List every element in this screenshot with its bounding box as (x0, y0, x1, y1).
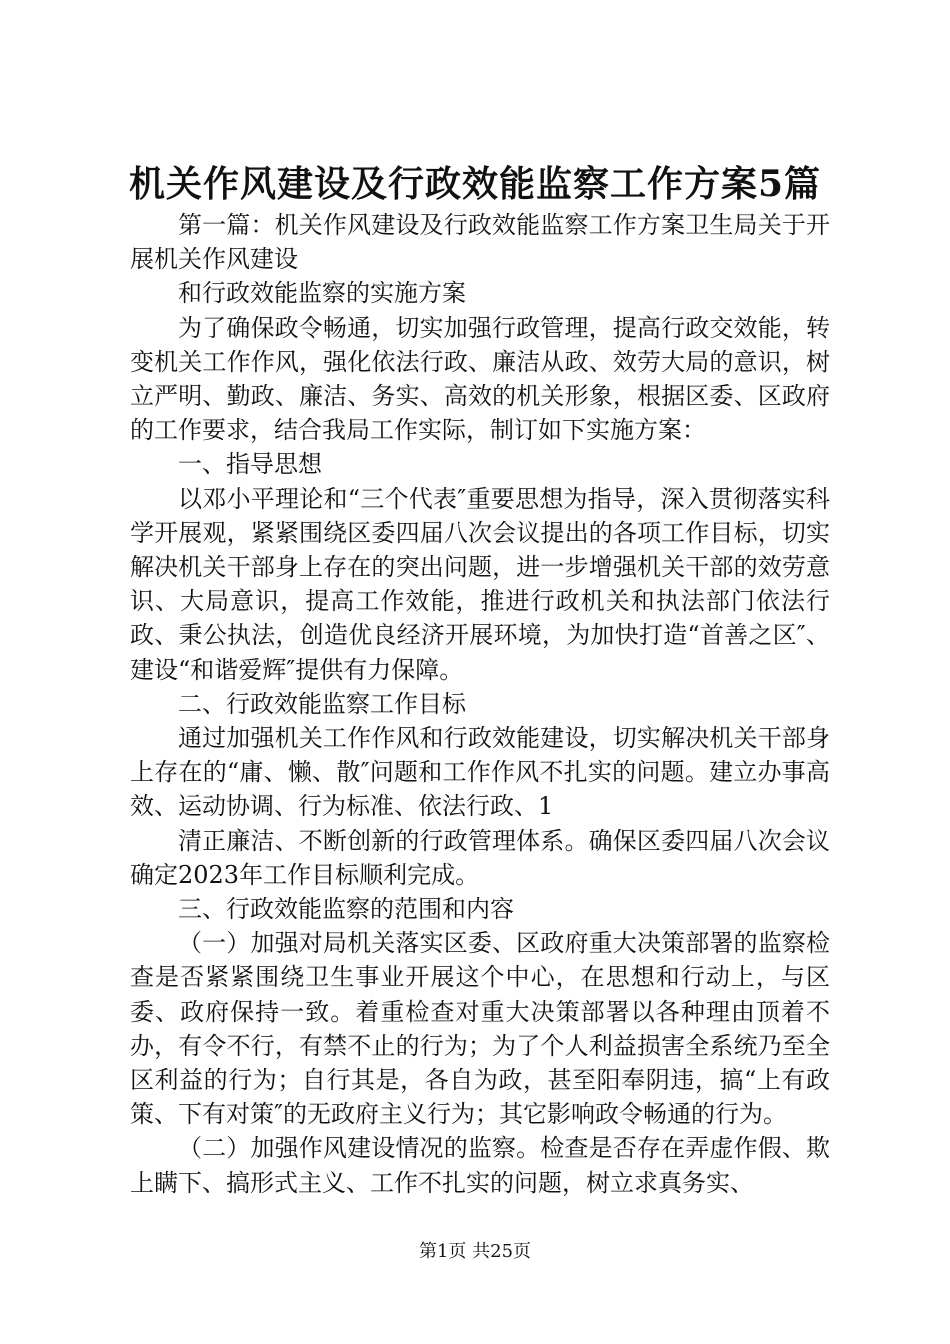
paragraph: （二）加强作风建设情况的监察。检查是否存在弄虚作假、欺上瞒下、搞形式主义、工作不扎实的问题，树立求真务实、 (130, 1134, 830, 1197)
document-title: 机关作风建设及行政效能监察工作方案5篇 (128, 163, 822, 205)
paragraph: 为了确保政令畅通，切实加强行政管理，提高行政交效能，转变机关工作作风，强化依法行政、廉洁从政、效劳大局的意识，树立严明、勤政、廉洁、务实、高效的机关形象，根据区委、区政府的工作要求，结合我局工作实际，制订如下实施方案： (130, 313, 830, 445)
paragraph: 第一篇：机关作风建设及行政效能监察工作方案卫生局关于开展机关作风建设 (130, 211, 830, 274)
paragraph: 通过加强机关工作作风和行政效能建设，切实解决机关干部身上存在的“庸、懒、散″问题和工作作风不扎实的问题。建立办事高效、运动协调、行为标准、依法行政、1 (130, 724, 830, 821)
paragraph: 以邓小平理论和“三个代表″重要思想为指导，深入贯彻落实科学开展观，紧紧围绕区委四届八次会议提出的各项工作目标，切实解决机关干部身上存在的突出问题，进一步增强机关干部的效劳意识、大局意识，提高工作效能，推进行政机关和执法部门依法行政、秉公执法，创造优良经济开展环境，为加快打造“首善之区″、建设“和谐爱辉″提供有力保障。 (130, 484, 830, 684)
section-heading: 三、行政效能监察的范围和内容 (178, 895, 514, 924)
section-heading: 二、行政效能监察工作目标 (178, 689, 466, 718)
section-heading: 一、指导思想 (178, 450, 322, 479)
paragraph: 清正廉洁、不断创新的行政管理体系。确保区委四届八次会议确定2023年工作目标顺利完成。 (130, 826, 830, 889)
paragraph: （一）加强对局机关落实区委、区政府重大决策部署的监察检查是否紧紧围绕卫生事业开展这个中心，在思想和行动上，与区委、政府保持一致。着重检查对重大决策部署以各种理由顶着不办，有令不行，有禁不止的行为；为了个人利益损害全系统乃至全区利益的行为；自行其是，各自为政，甚至阳奉阴违，搞“上有政策、下有对策″的无政府主义行为；其它影响政令畅通的行为。 (130, 929, 830, 1129)
paragraph: 和行政效能监察的实施方案 (178, 279, 466, 308)
page-footer: 第1页 共25页 (418, 1241, 532, 1262)
document-body (130, 208, 830, 1200)
